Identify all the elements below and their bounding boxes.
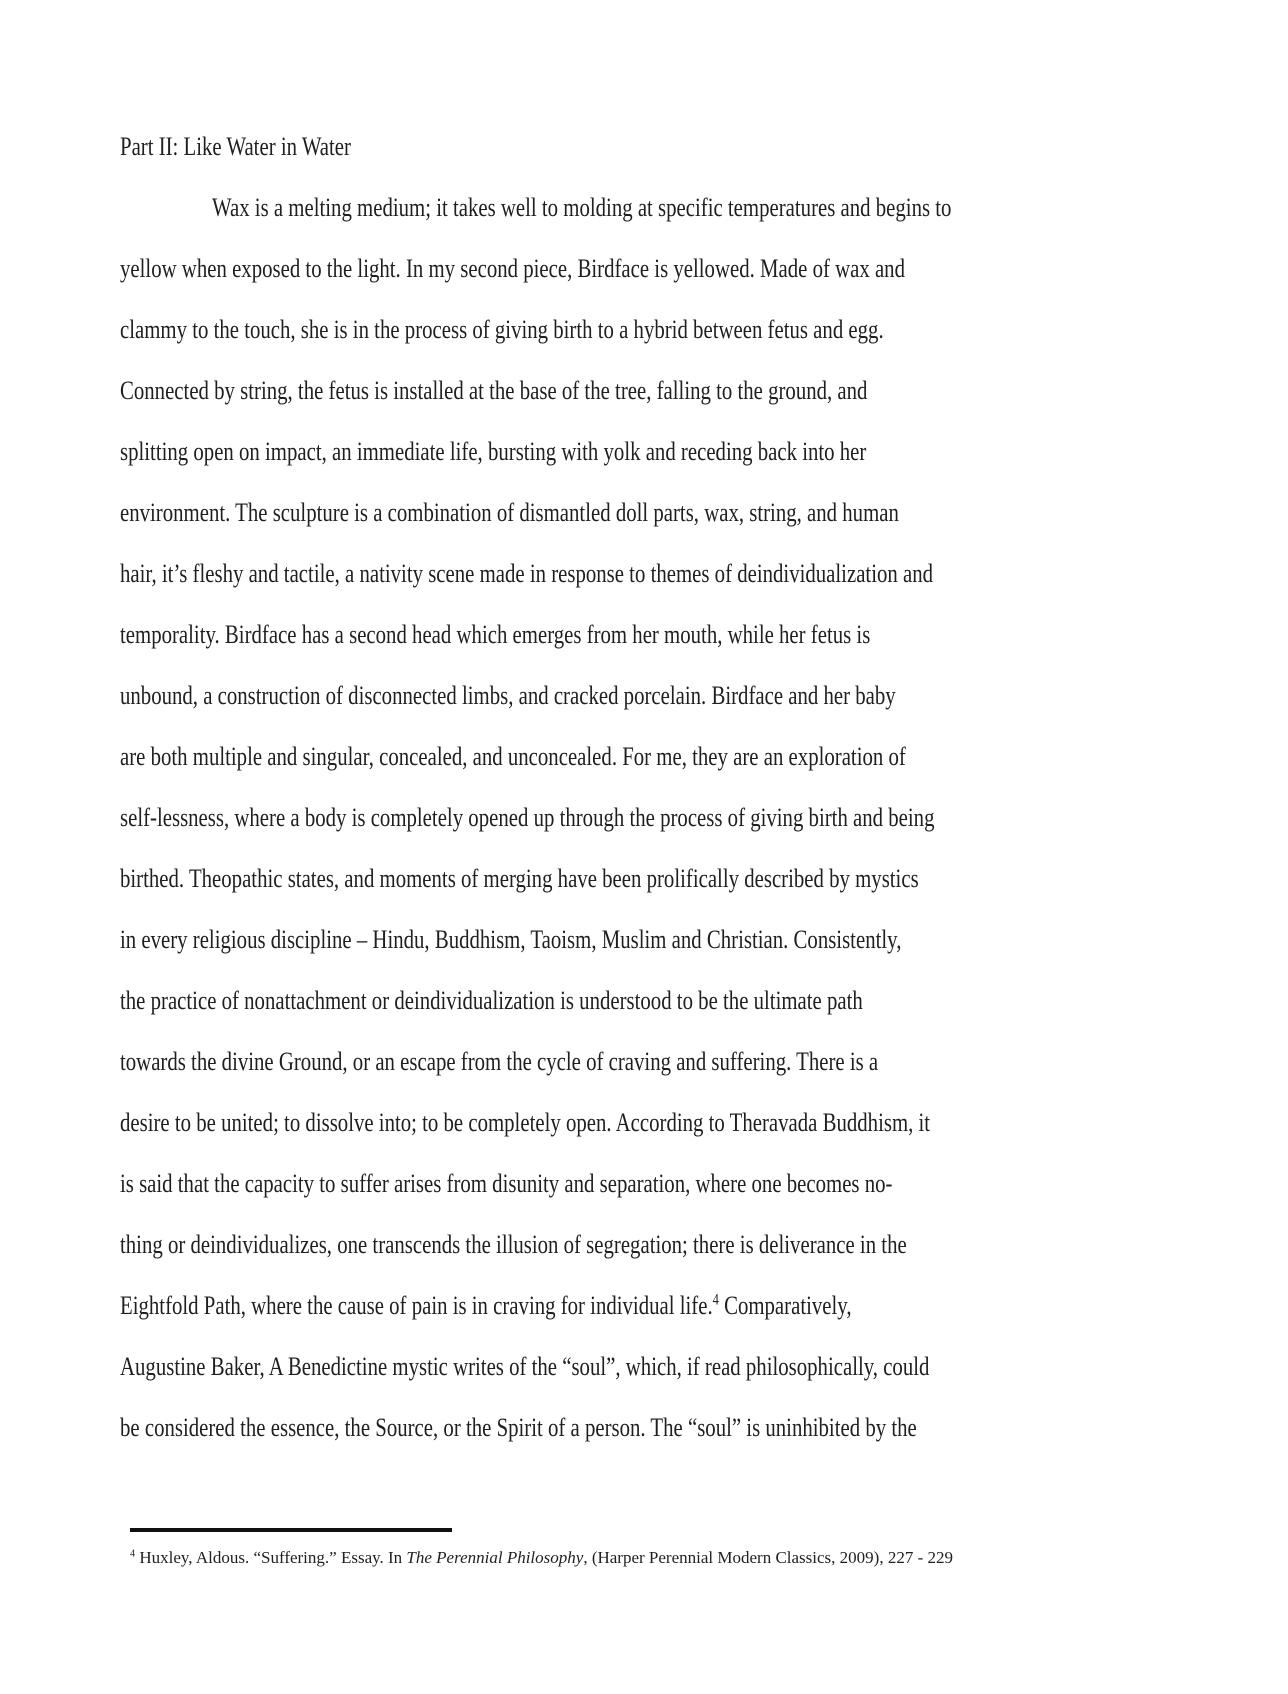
paragraph-line: thing or deindividualizes, one transcends the illusion of segregation; there is deliverance in the bbox=[120, 1230, 907, 1259]
paragraph-line: birthed. Theopathic states, and moments of merging have been prolifically described by mystics bbox=[120, 864, 919, 893]
paragraph-line: temporality. Birdface has a second head which emerges from her mouth, while her fetus is bbox=[120, 620, 871, 649]
footnote-reference-marker: 4 bbox=[712, 1291, 719, 1309]
footnote-text bbox=[130, 1546, 1280, 1570]
paragraph-line: yellow when exposed to the light. In my second piece, Birdface is yellowed. Made of wax and bbox=[120, 254, 905, 283]
paragraph-line-with-footnote-ref bbox=[120, 1275, 1082, 1336]
paragraph-line: towards the divine Ground, or an escape from the cycle of craving and suffering. There is a bbox=[120, 1047, 879, 1076]
paragraph-line: hair, it’s fleshy and tactile, a nativity scene made in response to themes of deindividualization and bbox=[120, 559, 934, 588]
paragraph-line: unbound, a construction of disconnected limbs, and cracked porcelain. Birdface and her baby bbox=[120, 681, 896, 710]
paragraph-line: in every religious discipline – Hindu, Buddhism, Taoism, Muslim and Christian. Consistently, bbox=[120, 925, 902, 954]
paragraph-line: splitting open on impact, an immediate life, bursting with yolk and receding back into her bbox=[120, 437, 867, 466]
paragraph-line: the practice of nonattachment or deindividualization is understood to be the ultimate path bbox=[120, 986, 863, 1015]
footnote-separator-rule bbox=[130, 1528, 452, 1532]
line-text: Comparatively, bbox=[718, 1291, 852, 1320]
paragraph-line: environment. The sculpture is a combination of dismantled doll parts, wax, string, and human bbox=[120, 498, 899, 527]
footnote-citation: Huxley, Aldous. “Suffering.” Essay. In bbox=[135, 1548, 407, 1567]
paragraph-line: be considered the essence, the Source, or the Spirit of a person. The “soul” is uninhibited by the bbox=[120, 1413, 917, 1442]
footnote-citation-suffix: , (Harper Perennial Modern Classics, 2009), 227 - 229 bbox=[583, 1548, 953, 1567]
paragraph-line: clammy to the touch, she is in the process of giving birth to a hybrid between fetus and egg. bbox=[120, 315, 884, 344]
paragraph-line: Augustine Baker, A Benedictine mystic writes of the “soul”, which, if read philosophically, could bbox=[120, 1352, 930, 1381]
paragraph-line: are both multiple and singular, concealed, and unconcealed. For me, they are an exploration of bbox=[120, 742, 906, 771]
paragraph-line: self-lessness, where a body is completely opened up through the process of giving birth and being bbox=[120, 803, 935, 832]
section-title: Part II: Like Water in Water bbox=[120, 132, 351, 161]
document-body bbox=[120, 116, 1082, 1458]
text-block bbox=[120, 116, 1082, 1458]
paragraph-line: desire to be united; to dissolve into; to be completely open. According to Theravada Buddhism, it bbox=[120, 1108, 931, 1137]
paragraph-line-first: Wax is a melting medium; it takes well to molding at specific temperatures and begins to bbox=[212, 193, 952, 222]
line-text: Eightfold Path, where the cause of pain is in craving for individual life. bbox=[120, 1291, 713, 1320]
footnote-book-title: The Perennial Philosophy bbox=[406, 1548, 584, 1567]
paragraph-line: Connected by string, the fetus is installed at the base of the tree, falling to the ground, and bbox=[120, 376, 868, 405]
footnote-number: 4 bbox=[130, 1548, 136, 1560]
paragraph-line: is said that the capacity to suffer arises from disunity and separation, where one becomes no- bbox=[120, 1169, 893, 1198]
